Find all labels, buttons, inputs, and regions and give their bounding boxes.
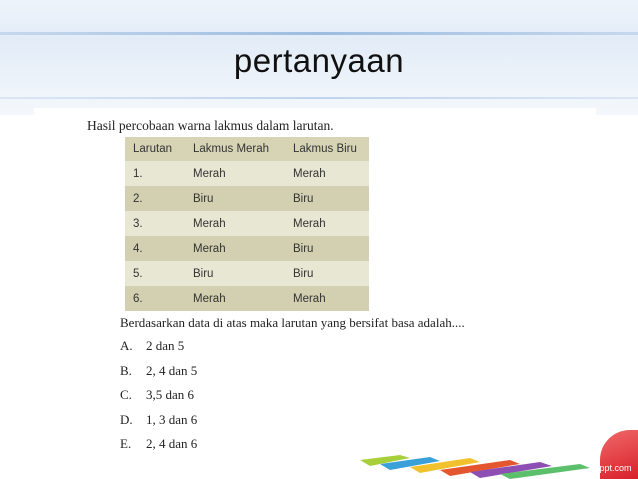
table-cell: 5. [125,261,185,286]
table-cell: Merah [285,286,369,311]
header-decor-line-lower [0,97,638,99]
table-row [125,261,369,286]
table-cell: Merah [285,211,369,236]
table-cell: 6. [125,286,185,311]
option-letter: B. [120,362,132,378]
table-cell: 1. [125,161,185,186]
header-decor-line [0,32,638,35]
table-cell: 4. [125,236,185,261]
answer-option-e [120,436,197,461]
option-letter: A. [120,338,133,353]
answer-options [120,338,197,461]
table-header-cell: Lakmus Merah [185,137,285,161]
table-cell: Merah [185,236,285,261]
table-cell: 3. [125,211,185,236]
table-cell: Biru [185,186,285,211]
table-cell: Merah [185,211,285,236]
table-row [125,211,369,236]
table-header-cell: Larutan [125,137,185,161]
table-cell: Biru [285,261,369,286]
table-cell: Merah [185,286,285,311]
table-header-row [125,137,369,161]
option-letter: D. [120,411,133,427]
table-header-cell: Lakmus Biru [285,137,369,161]
question-prompt: Berdasarkan data di atas maka larutan yang bersifat basa adalah.... [120,315,465,330]
option-text: 3,5 dan 6 [146,387,195,402]
table-row [125,161,369,186]
option-letter: E. [120,436,132,451]
question-text: Hasil percobaan warna lakmus dalam larutan. [87,118,334,133]
answer-option-b [120,363,197,388]
option-text: 2, 4 dan 6 [146,436,198,451]
option-text: 1, 3 dan 6 [146,411,198,427]
answer-option-a [120,338,197,363]
table-cell: Merah [285,161,369,186]
litmus-table [125,137,369,311]
table-row [125,286,369,311]
option-text: 2, 4 dan 5 [146,362,198,378]
table-cell: Biru [185,261,285,286]
slide-title: pertanyaan [233,42,405,79]
table-cell: Merah [185,161,285,186]
answer-option-c [120,387,197,412]
option-letter: C. [120,387,132,402]
table-row [125,186,369,211]
footer-logo: fppt.com [597,463,632,473]
table-cell: Biru [285,236,369,261]
answer-option-d [120,412,197,437]
option-text: 2 dan 5 [146,338,185,353]
footer-decor-stripes [340,452,590,479]
table-row [125,236,369,261]
table-cell: Biru [285,186,369,211]
table-cell: 2. [125,186,185,211]
